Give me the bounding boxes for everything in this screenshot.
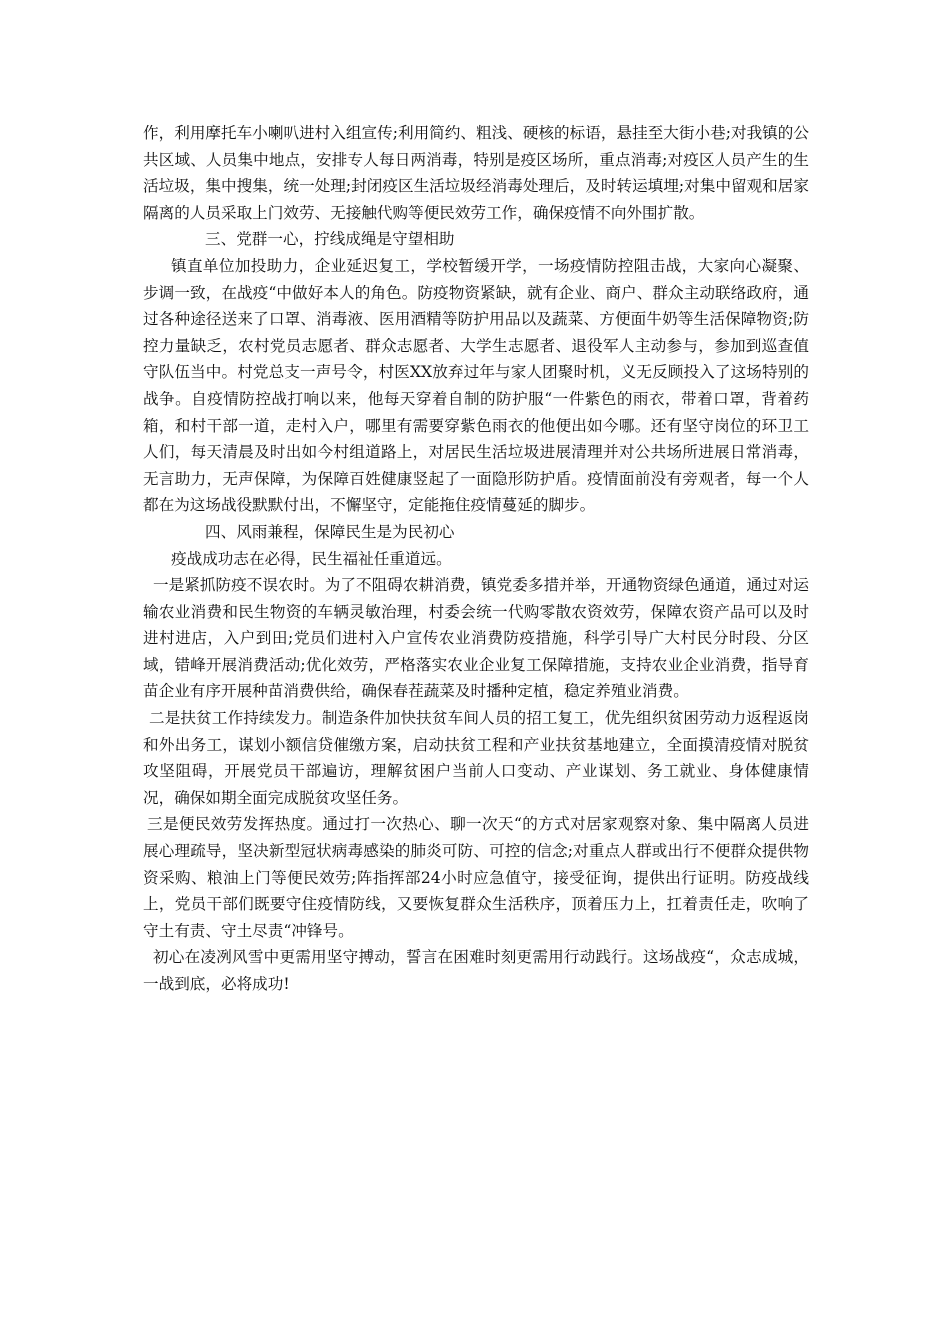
- section-heading-4: 四、风雨兼程，保障民生是为民初心: [205, 522, 455, 541]
- paragraph-7: 初心在凌冽风雪中更需用坚守搏动，誓言在困难时刻更需用行动践行。这场战疫“，众志成城，一战到底，必将成功!: [143, 948, 809, 993]
- section-heading-3: 三、党群一心，拧线成绳是守望相助: [205, 230, 455, 249]
- paragraph-1: 作，利用摩托车小喇叭进村入组宣传;利用简约、粗浅、硬核的标语，悬挂至大街小巷;对我镇的公共区域、人员集中地点，安排专人每日两消毒，特别是疫区场所，重点消毒;对疫区人员产生的生活垃圾，集中搜集，统一处理;封闭疫区生活垃圾经消毒处理后，及时转运填埋;对集中留观和居家隔离的人员采取上门效劳、无接触代购等便民效劳工作，确保疫情不向外围扩散。: [143, 124, 809, 222]
- paragraph-2: 镇直单位加投助力，企业延迟复工，学校暂缓开学，一场疫情防控阻击战，大家向心凝聚、步调一致，在战疫“中做好本人的角色。防疫物资紧缺，就有企业、商户、群众主动联络政府，通过各种途径送来了口罩、消毒液、医用酒精等防护用品以及蔬菜、方便面牛奶等生活保障物资;防控力量缺乏，农村党员志愿者、群众志愿者、大学生志愿者、退役军人主动参与，参加到巡查值守队伍当中。村党总支一声号令，村医XX放弃过年与家人团聚时机，义无反顾投入了这场特别的战争。自疫情防控战打响以来，他每天穿着自制的防护服“一件紫色的雨衣，带着口罩，背着药箱，和村干部一道，走村入户，哪里有需要穿紫色雨衣的他便出如今哪。还有坚守岗位的环卫工人们，每天清晨及时出如今村组道路上，对居民生活垃圾进展清理并对公共场所进展日常消毒，无言助力，无声保障，为保障百姓健康竖起了一面隐形防护盾。疫情面前没有旁观者，每一个人都在为这场战役默默付出，不懈坚守，定能拖住疫情蔓延的脚步。: [143, 256, 809, 515]
- paragraph-4: 一是紧抓防疫不误农时。为了不阻碍农耕消费，镇党委多措并举，开通物资绿色通道，通过对运输农业消费和民生物资的车辆灵敏治理，村委会统一代购零散农资效劳，保障农资产品可以及时进村进店，入户到田;党员们进村入户宣传农业消费防疫措施，科学引导广大村民分时段、分区域，错峰开展消费活动;优化效劳，严格落实农业企业复工保障措施，支持农业企业消费，指导育苗企业有序开展种苗消费供给，确保春茬蔬菜及时播种定植，稳定养殖业消费。: [143, 576, 809, 701]
- paragraph-3: 疫战成功志在必得，民生福祉任重道远。: [171, 549, 452, 568]
- paragraph-6: 三是便民效劳发挥热度。通过打一次热心、聊一次天“的方式对居家观察对象、集中隔离人员进展心理疏导，坚决新型冠状病毒感染的肺炎可防、可控的信念;对重点人群或出行不便群众提供物资采购、粮油上门等便民效劳;阵指挥部24小时应急值守，接受征询，提供出行证明。防疫战线上，党员干部们既要守住疫情防线，又要恢复群众生活秩序，顶着压力上，扛着责任走，吹响了守土有责、守土尽责“冲锋号。: [143, 815, 809, 940]
- document-page: [143, 120, 809, 998]
- paragraph-5: 二是扶贫工作持续发力。制造条件加快扶贫车间人员的招工复工，优先组织贫困劳动力返程返岗和外出务工，谋划小额信贷催缴方案，启动扶贫工程和产业扶贫基地建立，全面摸清疫情对脱贫攻坚阻碍，开展党员干部遍访，理解贫困户当前人口变动、产业谋划、务工就业、身体健康情况，确保如期全面完成脱贫攻坚任务。: [143, 709, 809, 807]
